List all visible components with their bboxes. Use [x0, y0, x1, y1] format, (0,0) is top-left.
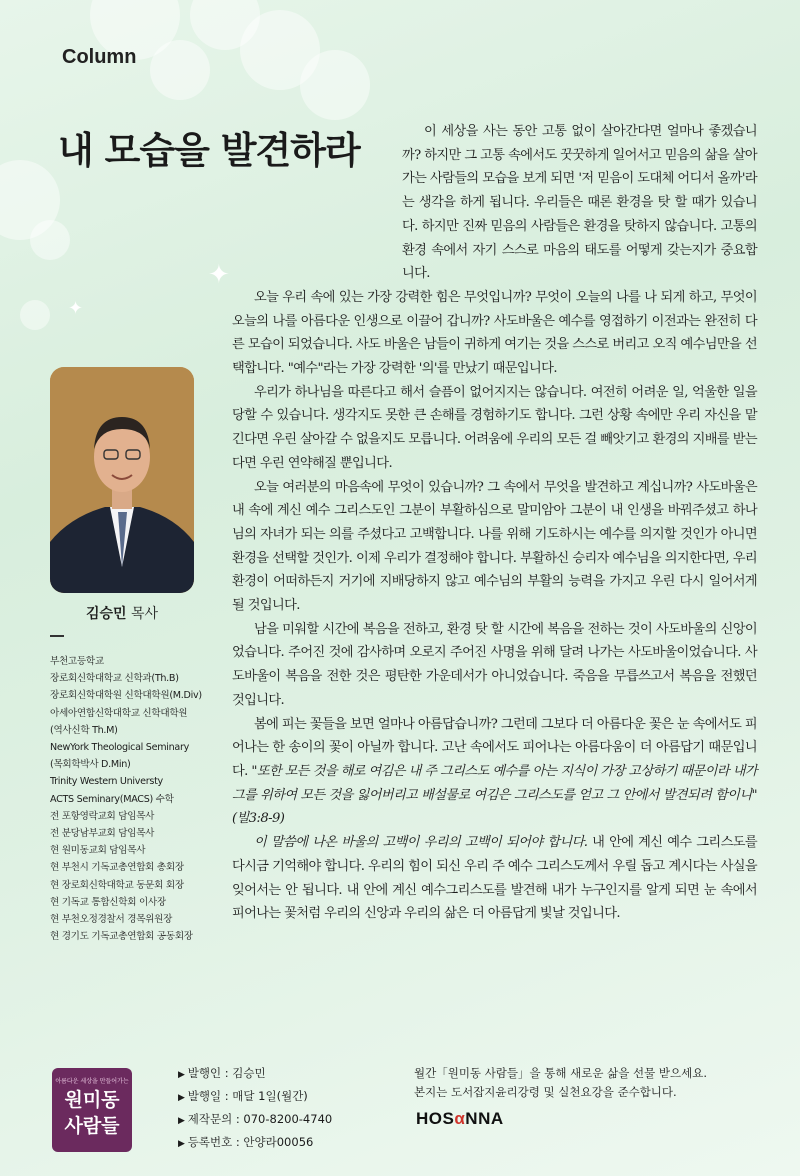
- career-item: 전 분당남부교회 담임목사: [50, 828, 155, 840]
- article-title: 내 모습을 발견하라: [58, 129, 360, 172]
- logo-tagline: 아름다운 세상을 만들어가는: [55, 1078, 129, 1085]
- publication-info: [178, 1063, 332, 1155]
- sparkle-icon: ✦: [208, 260, 230, 290]
- author-byline: [86, 603, 158, 623]
- paragraph-text: 봄에 피는 꽃들을 보면 얼마나 아름답습니까? 그런데 그보다 더 아름다운 꽃은 눈 속에서도 피어나는 한 송이의 꽃이 아닐까 합니다. 고난 속에서도 피어나는 아름다움이 더 아름답기 때문입니다.: [232, 716, 757, 779]
- career-item: NewYork Theological Seminary: [50, 742, 189, 754]
- paragraph: 오늘 여러분의 마음속에 무엇이 있습니까? 그 속에서 무엇을 발견하고 계십니까? 사도바울은 내 속에 계신 예수 그리스도인 그분이 부활하심으로 말미암아 그분이 내 인생을 바꿔주셨고 하나님의 자녀가 되는 의를 주셨다고 고백합니다. 나를 위해 기도하시는 예수를 의지할 것인가 아니면 환경을 선택할 것인가. 이제 우리가 결정해야 합니다. 부활하신 승리자 예수님을 의지한다면, 우리 환경이 어떠하든지 거기에 지배당하지 않고 예수님의 부활의 능력을 가지고 우린 다시 일어서게 될 것입니다.: [232, 479, 757, 614]
- author-photo: [50, 367, 194, 593]
- bokeh-decoration: [300, 50, 370, 120]
- career-item: (역사신학 Th.M): [50, 724, 118, 736]
- hosanna-logo: [416, 1109, 504, 1129]
- career-item: ACTS Seminary(MACS) 수학: [50, 793, 174, 805]
- bokeh-decoration: [20, 300, 50, 330]
- footer-note: 월간「원미동 사람들」을 통해 새로운 삶을 선물 받으세요.: [414, 1066, 707, 1080]
- footer-notes: [414, 1064, 707, 1102]
- footer-note: 본지는 도서잡지윤리강령 및 실천요강을 준수합니다.: [414, 1085, 677, 1099]
- paragraph-text: 내 안에 계신 예수 그리스도를 다시금 기억해야 합니다. 우리의 힘이 되신 우리 주 예수 그리스도께서 우릴 돕고 계시다는 사실을 잊어서는 안 됩니다. 내 안에 계신 예수그리스도를 발견해 내가 누구인지를 알게 되면 눈 속에서 피어나는 꽃처럼 우리의 신앙과 우리의 삶은 더 아름답게 빛날 것입니다.: [232, 835, 757, 922]
- paragraph: [232, 831, 757, 926]
- logo-name-line2: 사람들: [64, 1115, 120, 1137]
- career-item: 현 기독교 통합신학회 이사장: [50, 896, 166, 908]
- paragraph: 우리가 하나님을 따른다고 해서 슬픔이 없어지지는 않습니다. 여전히 어려운 일, 억울한 일을 당할 수 있습니다. 생각지도 못한 큰 손해를 경험하기도 합니다. 그런 상황 속에만 우리 자신을 맡긴다면 우린 살아갈 수 없을지도 모릅니다. 어려움에 우리의 모든 걸 빼앗기고 환경의 지배를 받는다면 우린 연약해질 뿐입니다.: [232, 384, 757, 471]
- career-item: 현 부천시 기독교총연합회 총회장: [50, 862, 184, 874]
- paragraph: [232, 713, 757, 832]
- career-item: 현 원미동교회 담임목사: [50, 845, 146, 857]
- career-item: Trinity Western Universty: [50, 776, 163, 788]
- registration-number: ▶ 등록번호 : 안양라00056: [178, 1132, 332, 1155]
- career-item: 부천고등학교: [50, 656, 104, 667]
- divider: [50, 635, 64, 637]
- footer: [0, 1050, 800, 1176]
- publisher: ▶ 발행인 : 김승민: [178, 1063, 332, 1086]
- emphasis-text: 이 말씀에 나온 바울의 고백이 우리의 고백이 되어야 합니다.: [254, 835, 588, 851]
- paragraph: 남을 미워할 시간에 복음을 전하고, 환경 탓 할 시간에 복음을 전하는 것이 사도바울의 신앙이었습니다. 주어진 것에 감사하며 오로지 주어진 사명을 위해 달려 나가는 사도바울이었습니다. 사도바울이 복음을 전한 것은 평탄한 가운데서가 아니었습니다. 죽음을 무릅쓰고서 복음을 전했던 것입니다.: [232, 621, 757, 708]
- career-item: 현 경기도 기독교총연합회 공동회장: [50, 931, 193, 943]
- career-item: 장로회신학대학원 신학대학원(M.Div): [50, 690, 202, 702]
- inquiry-phone: ▶ 제작문의 : 070-8200-4740: [178, 1109, 332, 1132]
- magazine-logo: [52, 1068, 132, 1152]
- author-career-list: [50, 653, 230, 945]
- section-label: Column: [62, 46, 137, 68]
- brand-part: HOS: [416, 1109, 455, 1128]
- logo-name-line1: 원미동: [64, 1089, 120, 1111]
- paragraph: 이 세상을 사는 동안 고통 없이 살아간다면 얼마나 좋겠습니까? 하지만 그 고통 속에서도 꿋꿋하게 일어서고 믿음의 삶을 살아가는 사람들의 모습을 보게 되면 '저 믿음이 도대체 어디서 올까'라는 생각을 하게 됩니다. 우리들은 때론 환경을 탓 할 때가 있습니다. 하지만 진짜 믿음의 사람들은 환경을 탓하지 않습니다. 고통의 환경 속에서 자기 스스로 마음의 태도를 어떻게 갖는지가 중요합니다.: [402, 124, 757, 282]
- bokeh-decoration: [150, 40, 210, 100]
- article-body: [232, 120, 757, 926]
- career-item: 아세아연합신학대학교 신학대학원: [50, 707, 188, 719]
- author-role: 목사: [131, 606, 159, 622]
- bible-quote: "또한 모든 것을 해로 여김은 내 주 그리스도 예수를 아는 지식이 가장 고상하기 때문이라 내가 그를 위하여 모든 것을 잃어버리고 배설물로 여김은 그리스도를 얻고 그 안에서 발견되려 함이니"(빌3:8-9): [232, 763, 757, 827]
- author-portrait-image: [50, 367, 194, 593]
- sparkle-icon: ✦: [68, 298, 84, 319]
- author-name: 김승민: [86, 606, 127, 622]
- career-item: 전 포항영락교회 담임목사: [50, 810, 155, 822]
- brand-part: NNA: [465, 1109, 504, 1128]
- bokeh-decoration: [30, 220, 70, 260]
- career-item: 현 장로회신학대학교 동문회 회장: [50, 879, 184, 891]
- career-item: 장로회신학대학교 신학과(Th.B): [50, 673, 179, 685]
- career-item: 현 부천오정경찰서 경목위원장: [50, 914, 173, 926]
- brand-accent: α: [454, 1109, 466, 1128]
- publish-date: ▶ 발행일 : 매달 1일(월간): [178, 1086, 332, 1109]
- career-item: (목회학박사 D.Min): [50, 759, 131, 771]
- paragraph: 오늘 우리 속에 있는 가장 강력한 힘은 무엇입니까? 무엇이 오늘의 나를 나 되게 하고, 무엇이 오늘의 나를 아름다운 인생으로 이끌어 갑니까? 사도바울은 예수를 영접하기 이전과는 완전히 다른 모습이 되었습니다. 사도 바울은 남들이 귀하게 여기는 것을 스스로 버리고 오직 예수님만을 선택합니다. "예수"라는 가장 강력한 '의'를 만났기 때문입니다.: [232, 289, 757, 377]
